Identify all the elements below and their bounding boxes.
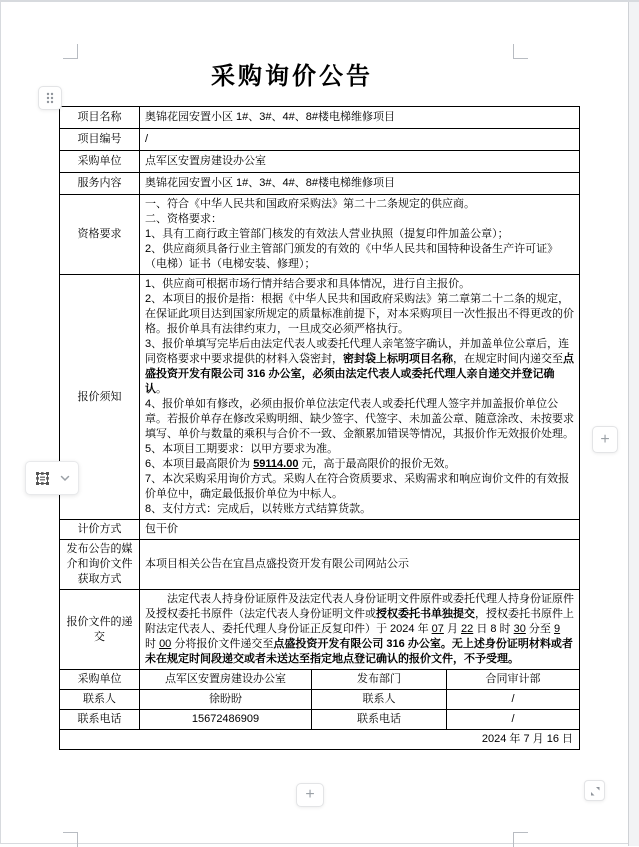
row-value: 15672486909	[140, 710, 312, 730]
table-row	[60, 151, 580, 173]
row-value: /	[447, 710, 580, 730]
row-label: 项目名称	[60, 107, 140, 129]
row-value: 徐盼盼	[140, 690, 312, 710]
row-label: 联系人	[60, 690, 140, 710]
row-label: 服务内容	[60, 173, 140, 195]
row-label: 采购单位	[60, 670, 140, 690]
table-row-contacts	[60, 710, 580, 730]
plus-icon: +	[305, 786, 315, 803]
row-label: 发布部门	[312, 670, 447, 690]
table-row	[60, 107, 580, 129]
table-row-qualification	[60, 195, 580, 275]
row-label: 联系电话	[60, 710, 140, 730]
drag-handle-icon	[43, 91, 57, 105]
row-label: 报价文件的递交	[60, 590, 140, 670]
table-row	[60, 173, 580, 195]
row-label: 采购单位	[60, 151, 140, 173]
submission-text: 法定代表人持身份证原件及法定代表人身份证明文件原件或委托代理人持身份证原件及授权委托书原件（法定代表人身份证明文件或授权委托书单独提交，授权委托书原件上附法定代表人、委托代理人身份证正反复印件）于 2024 年 07 月 22 日 8 时 30 分至 9 时 00 分将报价文件递交至点盛投资开发有限公司 316 办公室。无上述身份证明材料或者未在规定时间段递交或者未送达至指定地点登记确认的报价文件，不予受理。	[140, 590, 580, 670]
table-row-date	[60, 730, 580, 750]
table-row-submission	[60, 590, 580, 670]
margin-corner-mark	[513, 832, 528, 847]
row-value: 奥锦花园安置小区 1#、3#、4#、8#楼电梯维修项目	[140, 107, 580, 129]
table-row	[60, 540, 580, 590]
row-value: /	[140, 129, 580, 151]
expand-button[interactable]	[584, 780, 605, 801]
row-label: 项目编号	[60, 129, 140, 151]
announcement-table	[59, 106, 580, 750]
row-label: 联系电话	[312, 710, 447, 730]
row-value: 奥锦花园安置小区 1#、3#、4#、8#楼电梯维修项目	[140, 173, 580, 195]
table-row	[60, 520, 580, 540]
drag-handle-button[interactable]	[38, 86, 62, 110]
selection-toolbar	[25, 461, 79, 495]
frame-select-icon	[34, 470, 51, 487]
row-value: 合同审计部	[447, 670, 580, 690]
add-column-button[interactable]	[592, 426, 618, 453]
expand-icon	[589, 785, 601, 797]
table-row-notice	[60, 275, 580, 520]
row-value: 点军区安置房建设办公室	[140, 670, 312, 690]
row-label: 联系人	[312, 690, 447, 710]
row-value: /	[447, 690, 580, 710]
row-value: 点军区安置房建设办公室	[140, 151, 580, 173]
announcement-date: 2024 年 7 月 16 日	[60, 730, 580, 750]
frame-select-button[interactable]	[30, 465, 54, 491]
margin-corner-mark	[63, 832, 78, 847]
row-label: 发布公告的媒介和询价文件获取方式	[60, 540, 140, 590]
table-row-contacts	[60, 690, 580, 710]
add-row-button[interactable]	[296, 783, 324, 807]
row-label: 报价须知	[60, 275, 140, 520]
row-value: 本项目相关公告在宜昌点盛投资开发有限公司网站公示	[140, 540, 580, 590]
notice-text: 1、供应商可根据市场行情并结合要求和具体情况，进行自主报价。 2、本项目的报价是指：根据《中华人民共和国政府采购法》第二章第二十二条的规定，在保证此项目达到国家所规定的质量标准前提下，对本采购项目一次性报出不得更改的价格。报价单具有法律约束力，一旦成交必须严格执行。 3、报价单填写完毕后由法定代表人或委托代理人亲笔签字确认，并加盖单位公章后，连同资格要求中要求提供的材料入袋密封，密封袋上标明项目名称，在规定时间内递交至点盛投资开发有限公司 316 办公室，必须由法定代表人或委托代理人亲自递交并登记确认。 4、报价单如有修改，必须由报价单位法定代表人或委托代理人签字并加盖报价单位公章。若报价单存在修改采购明细、缺少签字、代签字、未加盖公章、随意涂改、未按要求填写、单价与数量的乘积与合价不一致、金额累加错误等情况，其报价作无效报价处理。 5、本项目工期要求：以甲方要求为准。 6、本项目最高限价为 59114.00 元，高于最高限价的报价无效。 7、本次采购采用询价方式。采购人在符合资质要求、采购需求和响应询价文件的有效报价单位中，确定最低报价单位为中标人。 8、支付方式：完成后，以转账方式结算货款。	[140, 275, 580, 520]
row-label: 计价方式	[60, 520, 140, 540]
row-label: 资格要求	[60, 195, 140, 275]
table-row	[60, 129, 580, 151]
table-row-contacts	[60, 670, 580, 690]
row-value: 包干价	[140, 520, 580, 540]
plus-icon: +	[600, 430, 610, 448]
toolbar-more-button[interactable]	[56, 465, 74, 491]
scrollbar-track[interactable]	[628, 2, 639, 846]
page-title: 采购询价公告	[211, 63, 373, 90]
qualification-text: 一、符合《中华人民共和国政府采购法》第二十二条规定的供应商。 二、资格要求： 1、具有工商行政主管部门核发的有效法人营业执照（提复印件加盖公章）； 2、供应商须具备行业主管部门颁发的有效的《中华人民共和国特种设备生产许可证》（电梯）证书（电梯安装、修理）；	[140, 195, 580, 275]
chevron-down-icon	[60, 475, 70, 482]
